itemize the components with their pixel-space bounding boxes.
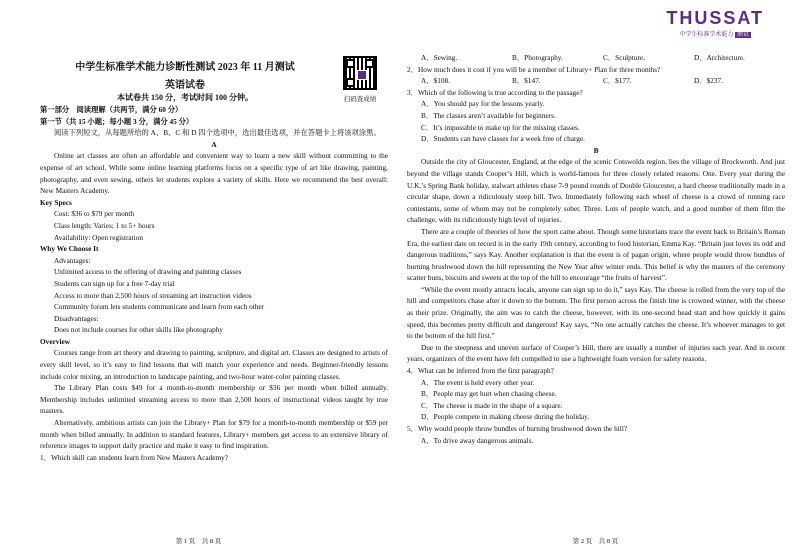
disadvantages-label: Disadvantages:: [54, 313, 99, 323]
exam-title: 中学生标准学术能力诊断性测试 2023 年 11 月测试: [75, 62, 295, 73]
intro-paragraph: Online art classes are often an affordable and convenient way to learn a new skill without committing to the expense of art school. While some online learning platforms focus on a specific type of art like drawing, painting, photography, and even sewing, others let students explore a variety of skills. Here we recommend the best overall: New Masters Academy.: [40, 151, 388, 196]
passage-label-b: B: [593, 145, 599, 155]
passage-paragraph: Outside the city of Gloucester, England, at the edge of the scenic Cotswolds region, lies the village of Brockworth. And just beyond the village stands Cooper’s Hill, which is world-famous for three closely related reasons: One. Every year during the U.K.’s Spring Bank holiday, stalwart athletes chase 7-9 pound rounds of Double Gloucester, a hard cheese traditionally made in a circular shape, down a ridiculously steep hill. Two. Immediately following each wheel of cheese is a crowd of running race contestants, some of whom may not be completely sober. Three. Lots of people watch, and a good number of them film the challenge, with its ridiculously high level of injuries.: [407, 157, 785, 225]
page-1-content: [40, 104, 388, 463]
advantage-item: Access to more than 2,500 hours of streaming art instruction videos: [54, 290, 252, 300]
logo-subtitle: 中学生标准学术能力: [679, 32, 734, 38]
option: A．You should pay for the lessons yearly.: [421, 99, 545, 109]
advantage-item: Students can sign up for a free 7-day trial: [54, 278, 175, 288]
spec-item: Cost: $36 to $79 per month: [54, 209, 135, 219]
page-2: [397, 0, 794, 558]
option: B．Photography.: [512, 53, 563, 62]
overview-paragraph: Courses range from art theory and drawing to painting, sculpture, and digital art. Classes are designed to artists of every skill level, so it’s easy to find lessons that will match your experience and needs. Beginner-friendly lessons include color mixing, an introduction to landscape painting, and two-hour water-color painting classes.: [40, 348, 388, 381]
overview-paragraph: The Library Plan costs $49 for a month-to-month membership or $36 per month when billed annually. Membership includes unlimited streaming access to more than 2,500 hours of instructional videos taught by true masters.: [40, 383, 388, 416]
exam-info: 本试卷共 150 分，考试时间 100 分钟。: [117, 93, 253, 102]
section-heading: 第一节（共 15 小题；每小题 3 分，满分 45 分）: [40, 116, 194, 126]
option: A．$108.: [421, 76, 450, 86]
logo-tag: 测试: [737, 32, 750, 38]
option: B．People may get hurt when chasing cheese.: [421, 389, 557, 399]
page-1-footer: 第 1 页 共 8 页: [175, 538, 222, 545]
qr-code-icon[interactable]: [343, 56, 377, 90]
option: A．The event is held every other year.: [421, 377, 535, 387]
instructions: 阅读下列短文，从每题所给的 A、B、C 和 D 四个选项中，选出最佳选项，并在答题卡上将该项涂黑。: [54, 128, 381, 138]
option: D．People compete in making cheese during the holiday.: [421, 412, 590, 422]
passage-label-a: A: [211, 139, 217, 149]
option: B．The classes aren’t available for beginners.: [421, 110, 556, 120]
key-specs-heading: Key Specs: [40, 197, 72, 207]
option: C．It’s impossible to make up for the missing classes.: [421, 122, 580, 132]
part-heading: 第一部分 阅读理解（共两节，满分 60 分）: [40, 105, 183, 114]
passage-paragraph: Due to the steepness and uneven surface of Cooper’s Hill, there are usually a number of injuries each year. And in recent years, organizers of the event have felt compelled to use a lightweight foam version for safety reasons.: [407, 342, 785, 364]
thussat-logo: [666, 8, 764, 38]
logo-text: THUSSAT: [666, 8, 764, 28]
exam-subject: 英语试卷: [165, 80, 205, 91]
question-2: 2．How much does it cost if you will be a member of Library+ Plan for three months?: [407, 64, 661, 74]
spec-item: Availability: Open registration: [54, 232, 144, 242]
question-1: 1．Which skill can students learn from New Masters Academy?: [40, 452, 229, 462]
passage-paragraph: “While the event mostly attracts locals, anyone can sign up to do it,” says Kay. The cheese is rolled from the very top of the hill and competitors chase after it down to the bottom. The first person across the finish line is crowned winner, with the cheese as their prize. Originally, the aim was to catch the cheese, however, with its one-second head start and how quickly it gains speed, this becomes pretty difficult and dangerous! Kay says, “No one actually catches the cheese. It’s whoever manages to get to the bottom of the hill first.”: [407, 284, 785, 341]
question-4: 4．What can be inferred from the first paragraph?: [407, 366, 554, 376]
option: A．Sewing.: [421, 53, 458, 62]
overview-paragraph: Alternatively, ambitious artists can join the Library+ Plan for $79 for a month-to-month membership or $59 per month when billed annually. In addition to standard features, Library+ members get access to an extensive library of reference images to support daily practice and make it easy to find inspiration.: [40, 418, 388, 451]
why-heading: Why We Choose It: [40, 244, 99, 254]
q2-options: [407, 75, 785, 87]
q1-options: [407, 52, 785, 64]
option: A．To drive away dangerous animals.: [421, 435, 534, 445]
advantage-item: Unlimited access to the offering of drawing and painting classes: [54, 267, 242, 277]
question-3: 3．Which of the following is true according to the passage?: [407, 87, 583, 97]
disadvantage-item: Does not include courses for other skills like photography: [54, 325, 224, 335]
option: C．$177.: [603, 76, 632, 86]
page-2-footer: 第 2 页 共 8 页: [572, 538, 619, 545]
question-5: 5．Why would people throw bundles of burning brushwood down the hill?: [407, 424, 628, 433]
page-2-content: [407, 52, 785, 446]
spec-item: Class length: Varies; 1 to 5+ hours: [54, 220, 155, 230]
option: C．The cheese is made in the shape of a square.: [421, 400, 563, 410]
overview-heading: Overview: [40, 336, 70, 346]
option: B．$147.: [512, 76, 541, 86]
passage-paragraph: There are a couple of theories of how the sport came about. Though some historians trace the event back to Britain’s Roman Era, the earliest date on record is in the early 19th century, according to food historian, Emma Kay. “Britain just loves its odd and dangerous traditions,” says Kay. Another explanation is that the event is of pagan origin, where people would throw bundles of burning brushwood down the hill representing the New Year after winter ends. This belief is why the masters of the ceremony scatter buns, biscuits and sweets at the top of the hill to encourage “the fruits of harvest”.: [407, 226, 785, 283]
advantage-item: Community forum lets students communicate and learn from each other: [54, 302, 265, 312]
option: D．$237.: [694, 76, 723, 86]
qr-caption: 扫码查成绩: [343, 96, 377, 103]
option: D．Architecture.: [694, 53, 745, 62]
advantages-label: Advantages:: [54, 255, 91, 265]
option: D．Students can have classes for a week free of charge.: [421, 134, 585, 144]
option: C．Sculpture.: [603, 53, 645, 62]
